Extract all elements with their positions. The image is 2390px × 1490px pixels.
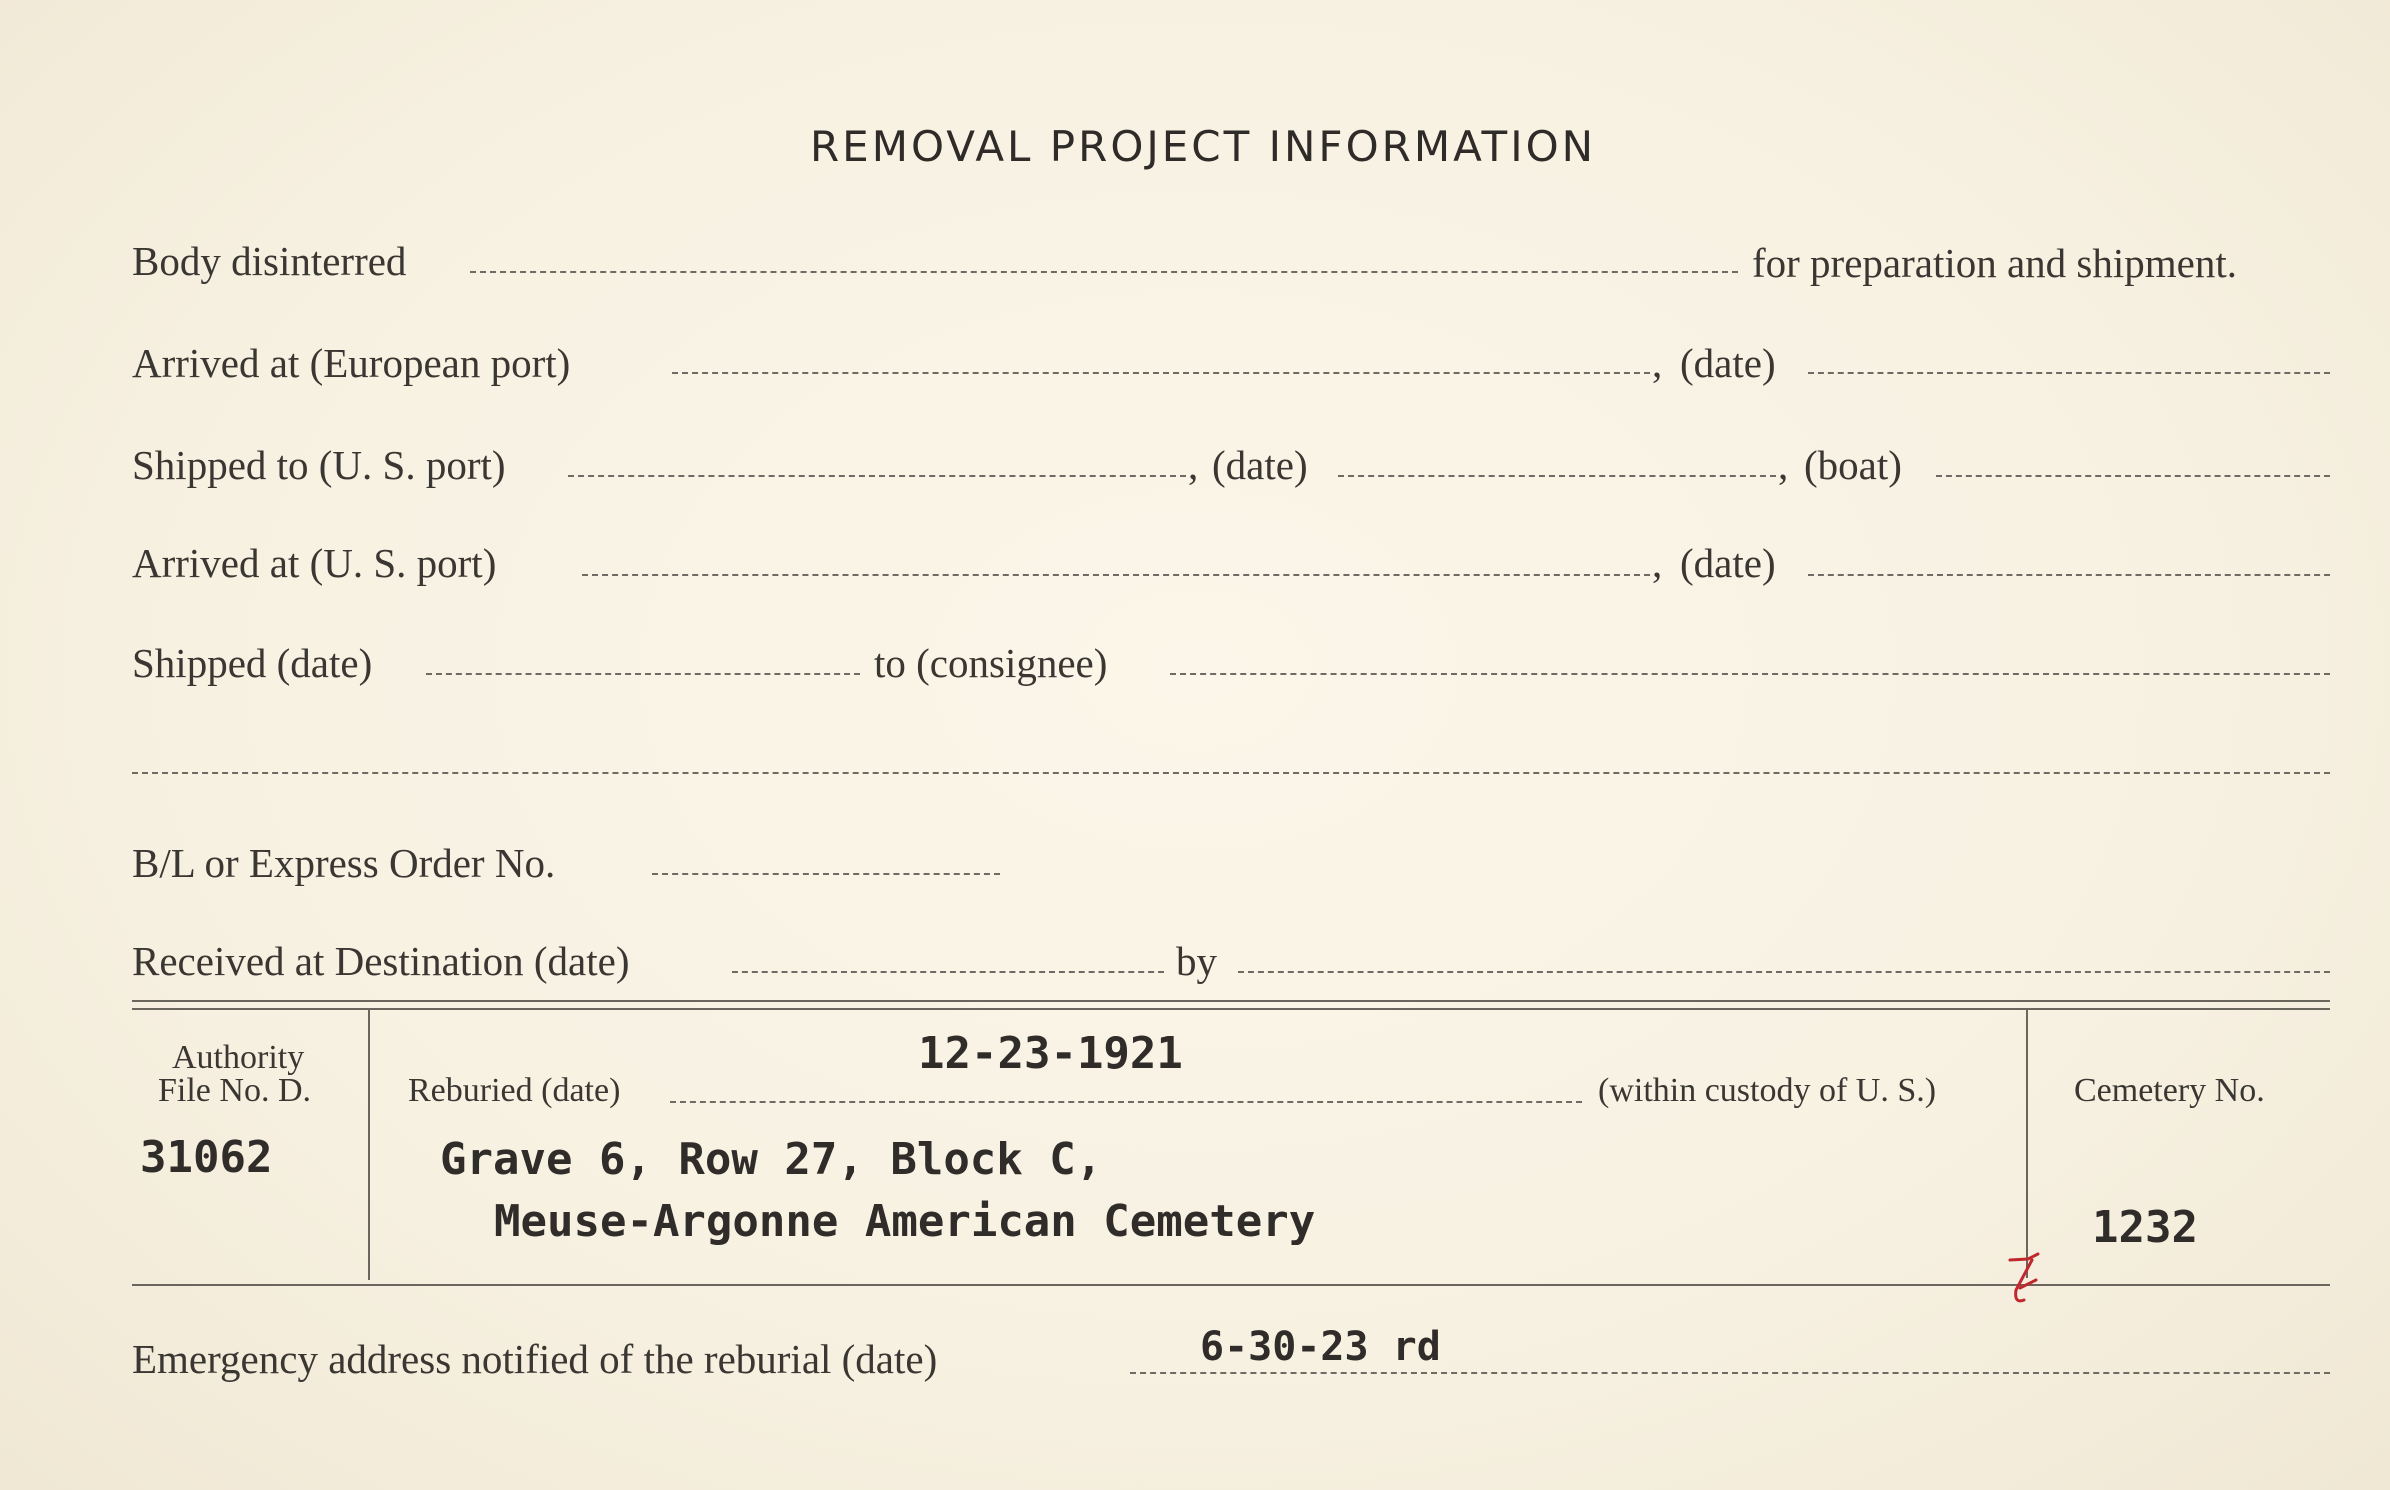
box-bottom-line — [132, 1284, 2330, 1286]
shipped-us-date-field — [1338, 475, 1776, 477]
received-label: Received at Destination (date) — [132, 938, 630, 984]
by-label: by — [1176, 938, 1217, 984]
comma-separator: , — [1778, 442, 1789, 488]
body-disinterred-field — [470, 271, 1738, 273]
continuation-field — [132, 772, 2330, 774]
bl-order-field — [652, 873, 1000, 875]
file-no-label: File No. D. — [158, 1072, 311, 1109]
comma-separator: , — [1652, 340, 1663, 386]
arrived-us-field — [582, 574, 1650, 576]
shipped-date-label: Shipped (date) — [132, 640, 373, 686]
arrived-european-label: Arrived at (European port) — [132, 340, 571, 386]
authority-label: Authority — [172, 1039, 305, 1076]
arrived-us-date-field — [1808, 574, 2330, 576]
box-divider-right — [2026, 1010, 2028, 1278]
file-number: 31062 — [140, 1132, 273, 1183]
arrived-us-label: Arrived at (U. S. port) — [132, 540, 497, 586]
emergency-date-value: 6-30-23 rd — [1200, 1324, 1441, 1370]
date-label: (date) — [1680, 340, 1776, 386]
grave-location-line2: Meuse-Argonne American Cemetery — [494, 1196, 1316, 1247]
card-title: REMOVAL PROJECT INFORMATION — [810, 122, 1597, 171]
cemetery-number: 1232 — [2092, 1202, 2198, 1253]
shipped-us-label: Shipped to (U. S. port) — [132, 442, 506, 488]
custody-label: (within custody of U. S.) — [1598, 1072, 1937, 1109]
date-label: (date) — [1212, 442, 1308, 488]
grave-location-line1: Grave 6, Row 27, Block C, — [440, 1134, 1103, 1185]
body-disinterred-label: Body disinterred — [132, 238, 407, 284]
boat-field — [1936, 475, 2330, 477]
date-label: (date) — [1680, 540, 1776, 586]
box-top-line — [132, 1000, 2330, 1002]
shipped-us-field — [568, 475, 1186, 477]
arrived-european-date-field — [1808, 372, 2330, 374]
comma-separator: , — [1188, 442, 1199, 488]
received-by-field — [1238, 971, 2330, 973]
box-divider-left — [368, 1010, 370, 1280]
arrived-european-field — [672, 372, 1650, 374]
emergency-label: Emergency address notified of the reburial (date) — [132, 1336, 938, 1382]
emergency-date-field — [1130, 1372, 2330, 1374]
boat-label: (boat) — [1804, 442, 1902, 488]
box-top-line-inner — [132, 1008, 2330, 1010]
shipped-date-field — [426, 673, 860, 675]
reburied-date-value: 12-23-1921 — [918, 1028, 1183, 1079]
for-preparation-label: for preparation and shipment. — [1752, 240, 2238, 286]
comma-separator: , — [1652, 540, 1663, 586]
consignee-field — [1170, 673, 2330, 675]
red-check-mark — [2002, 1250, 2062, 1310]
reburied-date-field — [670, 1101, 1582, 1103]
bl-order-label: B/L or Express Order No. — [132, 840, 556, 886]
consignee-label: to (consignee) — [874, 640, 1108, 686]
reburied-label: Reburied (date) — [408, 1072, 621, 1109]
received-date-field — [732, 971, 1164, 973]
cemetery-no-label: Cemetery No. — [2074, 1072, 2265, 1109]
